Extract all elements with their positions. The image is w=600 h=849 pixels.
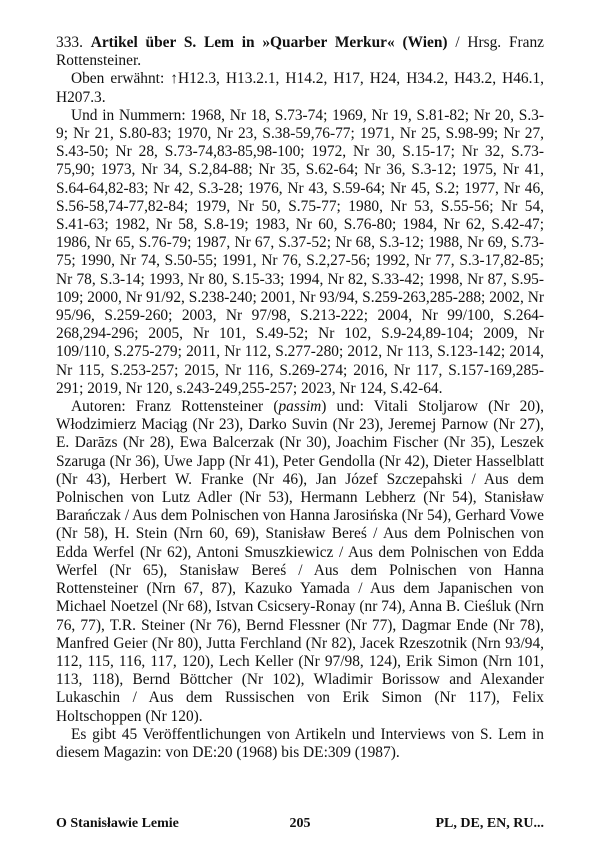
footer-languages: PL, DE, EN, RU... (435, 816, 544, 831)
authors-list: ) und: Vitali Stoljarow (Nr 20), Włodzimierz Maciąg (Nr 23), Darko Suvin (Nr 23), Jeremej Parnow (Nr 27), E. Darāzs (Nr 28), Ewa Balcerzak (Nr 30), Joachim Fischer (Nr 35), Leszek Szaruga (Nr 36), Uwe Japp (Nr 41), Peter Gendolla (Nr 42), Dieter Hasselblatt (Nr 43), Herbert W. Franke (Nr 46), Jan Józef Szczepahski / Aus dem Polnischen von Lutz Adler (Nr 53), Hermann Lebherz (Nr 54), Stanisław Barańczak / Aus dem Polnischen von Hanna Jarosińska (Nr 54), Gerhard Vowe (Nr 58), H. Stein (Nrn 60, 69), Stanisław Bereś / Aus dem Polnischen von Edda Werfel (Nr 62), Antoni Smuszkiewicz / Aus dem Polnischen von Edda Werfel (Nr 65), Stanisław Bereś / Aus dem Polnischen von Hanna Rottensteiner (Nrn 67, 87), Kazuko Yamada / Aus dem Japanischen von Michael Noetzel (Nr 68), Istvan Csicsery-Ronay (nr 74), Anna B. Cieśluk (Nrn 76, 77), T.R. Steiner (Nr 76), Bernd Flessner (Nr 77), Dagmar Ende (Nr 78), Manfred Geier (Nr 80), Jutta Ferchland (Nr 82), Jacek Rzeszotnik (Nrn 93/94, 112, 115, 116, 117, 120), Lech Keller (Nr 97/98, 124), Erik Simon (Nrn 101, 113, 118), Bernd Böttcher (Nr 102), Wladimir Borissow and Alexander Lukaschin / Aus dem Russischen von Erik Simon (Nr 117), Felix Holtschoppen (Nr 120). (56, 398, 545, 725)
summary-paragraph: Es gibt 45 Veröffentlichungen von Artikeln und Interviews von S. Lem in diesem Magazin: von DE:20 (1968) bis DE:309 (1987). (56, 725, 544, 761)
footer-book-title: O Stanisławie Lemie (56, 816, 179, 831)
issues-paragraph: Und in Nummern: 1968, Nr 18, S.73-74; 1969, Nr 19, S.81-82; Nr 20, S.3-9; Nr 21, S.80-83; 1970, Nr 23, S.38-59,76-77; 1971, Nr 25, S.98-99; Nr 27, S.43-50; Nr 28, S.73-74,83-85,98-100; 1972, Nr 30, S.15-17; Nr 32, S.73-75,90; 1973, Nr 34, S.2,84-88; Nr 35, S.62-64; Nr 36, S.3-12; 1975, Nr 41, S.64-64,82-83; Nr 42, S.3-28; 1976, Nr 43, S.59-64; Nr 45, S.2; 1977, Nr 46, S.56-58,74-77,82-84; 1979, Nr 50, S.75-77; 1980, Nr 53, S.55-56; Nr 54, S.41-63; 1982, Nr 58, S.8-19; 1983, Nr 60, S.76-80; 1984, Nr 62, S.42-47; 1986, Nr 65, S.76-79; 1987, Nr 67, S.37-52; Nr 68, S.3-12; 1988, Nr 69, S.73-75; 1990, Nr 74, S.50-55; 1991, Nr 76, S.2,27-56; 1992, Nr 77, S.3-17,82-85; Nr 78, S.3-14; 1993, Nr 80, S.15-33; 1994, Nr 82, S.33-42; 1998, Nr 87, S.95-109; 2000, Nr 91/92, S.238-240; 2001, Nr 93/94, S.259-263,285-288; 2002, Nr 95/96, S.259-260; 2003, Nr 97/98, S.213-222; 2004, Nr 99/100, S.264-268,294-296; 2005, Nr 101, S.49-52; Nr 102, S.9-24,89-104; 2009, Nr 109/110, S.275-279; 2011, Nr 112, S.277-280; 2012, Nr 113, S.123-142; 2014, Nr 115, S.253-257; 2015, Nr 116, S.269-274; 2016, Nr 117, S.157-169,285-291; 2019, Nr 120, s.243-249,255-257; 2023, Nr 124, S.42-64. (56, 106, 544, 397)
page-body (56, 34, 544, 762)
authors-passim: passim (278, 398, 322, 416)
entry-number: 333. (56, 34, 83, 51)
authors-prefix: Autoren: Franz Rottensteiner ( (71, 398, 279, 416)
mentioned-paragraph: Oben erwähnt: ↑H12.3, H13.2.1, H14.2, H17, H24, H34.2, H43.2, H46.1, H207.3. (56, 70, 544, 106)
footer-page-number: 205 (289, 816, 311, 831)
entry-heading (56, 34, 544, 70)
entry-title: Artikel über S. Lem in »Quarber Merkur« (Wien) (90, 34, 448, 51)
entry-publisher: / Hrsg. Franz Rottensteiner. (56, 34, 544, 70)
authors-paragraph (56, 398, 544, 726)
